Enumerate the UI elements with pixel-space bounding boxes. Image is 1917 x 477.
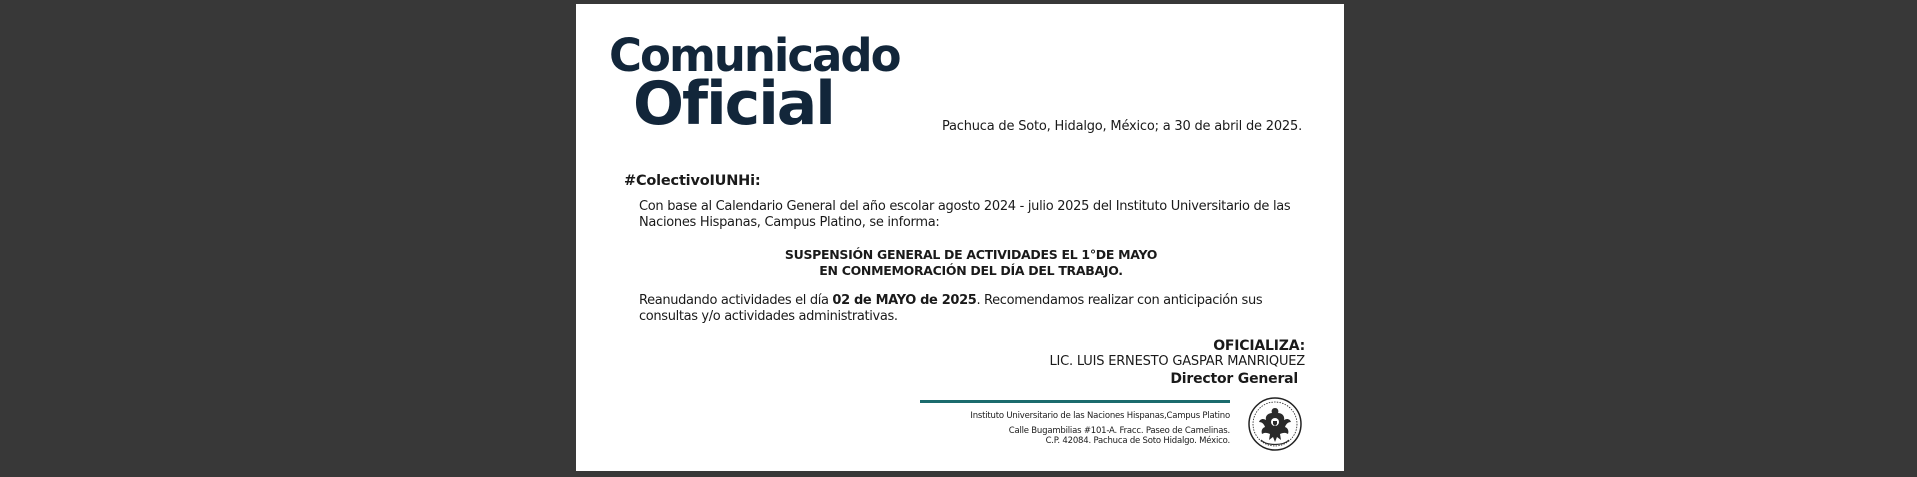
document-title	[609, 29, 900, 139]
announcement-line-1: SUSPENSIÓN GENERAL DE ACTIVIDADES EL 1°DE MAYO	[784, 247, 1158, 262]
announcement	[576, 247, 1366, 279]
announcement-line-2: EN CONMEMORACIÓN DEL DÍA DEL TRABAJO.	[819, 263, 1123, 278]
document-page	[576, 4, 1344, 471]
resume-date: 02 de MAYO de 2025	[832, 293, 977, 308]
resume-text-end: . Recomendamos realizar con anticipación sus consultas y/o actividades administrativas.	[639, 293, 1263, 324]
intro-paragraph: Con base al Calendario General del año escolar agosto 2024 - julio 2025 del Instituto Universitario de las Naciones Hispanas, Campus Platino, se informa:	[639, 199, 1291, 230]
title-line-oficial: Oficial	[633, 69, 834, 139]
signatory-role: Director General	[1170, 371, 1298, 387]
eagle-seal-icon	[1247, 396, 1303, 452]
place-date: Pachuca de Soto, Hidalgo, México; a 30 de abril de 2025.	[941, 119, 1302, 134]
signature-label: OFICIALIZA:	[1213, 338, 1305, 354]
resume-paragraph	[639, 293, 1319, 325]
title-line-comunicado: Comunicado	[609, 29, 900, 82]
hashtag: #ColectivoIUNHi:	[624, 173, 761, 189]
footer-institution: Instituto Universitario de las Naciones Hispanas,Campus Platino	[970, 411, 1230, 421]
signatory-name: LIC. LUIS ERNESTO GASPAR MANRIQUEZ	[1049, 354, 1305, 369]
resume-text-start: Reanudando actividades el día	[639, 293, 833, 308]
footer-divider	[920, 400, 1230, 403]
footer-address-line-2: C.P. 42084. Pachuca de Soto Hidalgo. México.	[1045, 436, 1230, 446]
footer-address-line-1: Calle Bugambilias #101-A. Fracc. Paseo de Camelinas.	[1008, 426, 1230, 436]
